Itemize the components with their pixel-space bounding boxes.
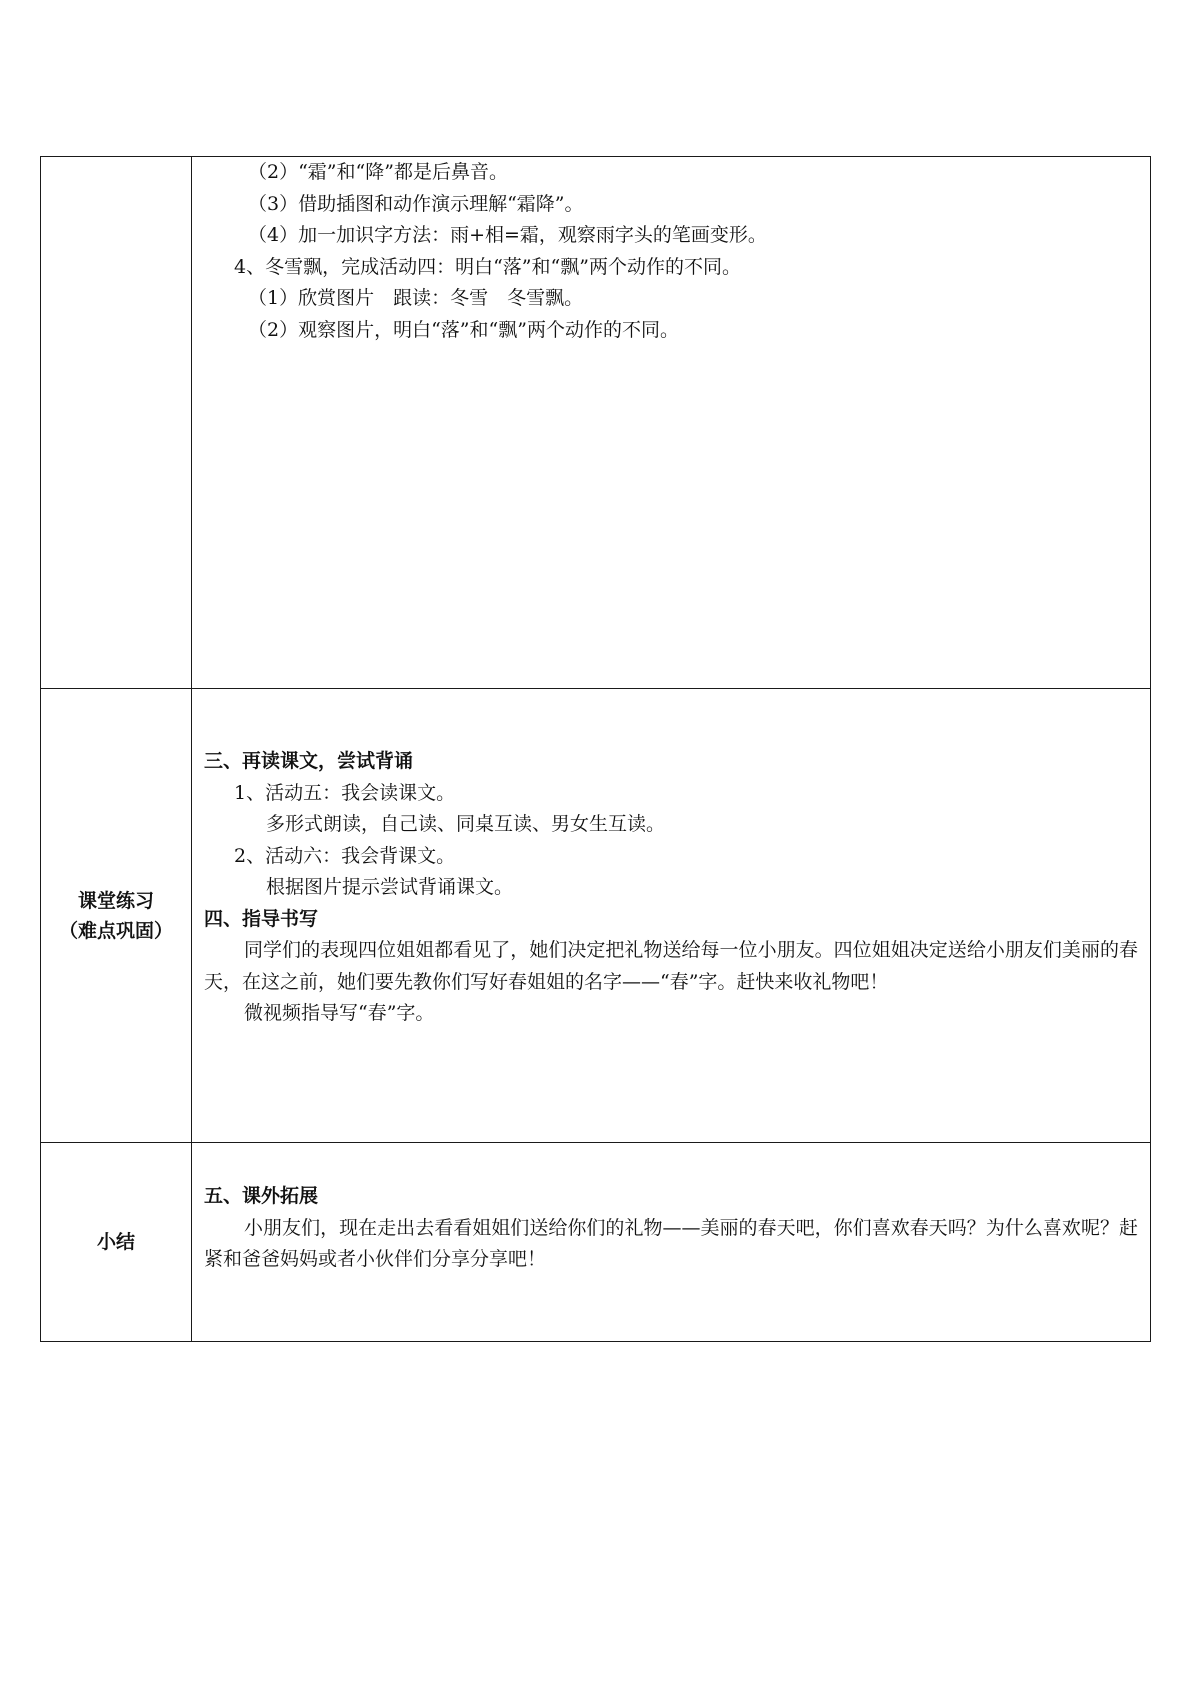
label-practice: 课堂练习 — [77, 889, 154, 912]
row-label-practice — [41, 689, 192, 1143]
step-line: （2）观察图片，明白“落”和“飘”两个动作的不同。 — [248, 318, 679, 341]
row-label-empty — [41, 157, 192, 689]
step-line: （4）加一加识字方法：雨+相=霜，观察雨字头的笔画变形。 — [248, 224, 767, 246]
section-heading: 四、指导书写 — [204, 907, 319, 930]
label-practice-sub: （难点巩固） — [58, 919, 173, 942]
paragraph: 微视频指导写“春”字。 — [244, 1002, 435, 1024]
table-row — [41, 157, 1151, 689]
section-heading: 五、课外拓展 — [204, 1185, 319, 1207]
row-content-activities — [192, 157, 1151, 689]
paragraph: 同学们的表现四位姐姐都看见了，她们决定把礼物送给每一位小朋友。四位姐姐决定送给小朋友们美丽的春天，在这之前，她们要先教你们写好春姐姐的名字——“春”字。赶快来收礼物吧！ — [204, 939, 1138, 993]
lesson-plan-table — [40, 156, 1151, 1342]
activity-item: 1、活动五：我会读课文。 — [234, 781, 456, 804]
row-content-practice — [192, 689, 1151, 1143]
paragraph: 小朋友们，现在走出去看看姐姐们送给你们的礼物——美丽的春天吧，你们喜欢春天吗？为什么喜欢呢？赶紧和爸爸妈妈或者小伙伴们分享分享吧！ — [204, 1216, 1138, 1270]
table-row — [41, 1143, 1151, 1342]
row-content-summary — [192, 1143, 1151, 1342]
activity-detail: 多形式朗读，自己读、同桌互读、男女生互读。 — [266, 813, 666, 835]
step-line: （2）“霜”和“降”都是后鼻音。 — [248, 161, 508, 183]
row-label-summary — [41, 1143, 192, 1342]
table-row — [41, 689, 1151, 1143]
label-summary: 小结 — [96, 1231, 135, 1253]
step-line: （1）欣赏图片 跟读：冬雪 冬雪飘。 — [248, 287, 584, 309]
activity-item: 2、活动六：我会背课文。 — [234, 844, 456, 867]
section-heading: 三、再读课文，尝试背诵 — [204, 750, 414, 772]
step-line: （3）借助插图和动作演示理解“霜降”。 — [248, 192, 584, 215]
activity-detail: 根据图片提示尝试背诵课文。 — [266, 876, 514, 898]
step-line: 4、冬雪飘，完成活动四：明白“落”和“飘”两个动作的不同。 — [234, 255, 741, 278]
